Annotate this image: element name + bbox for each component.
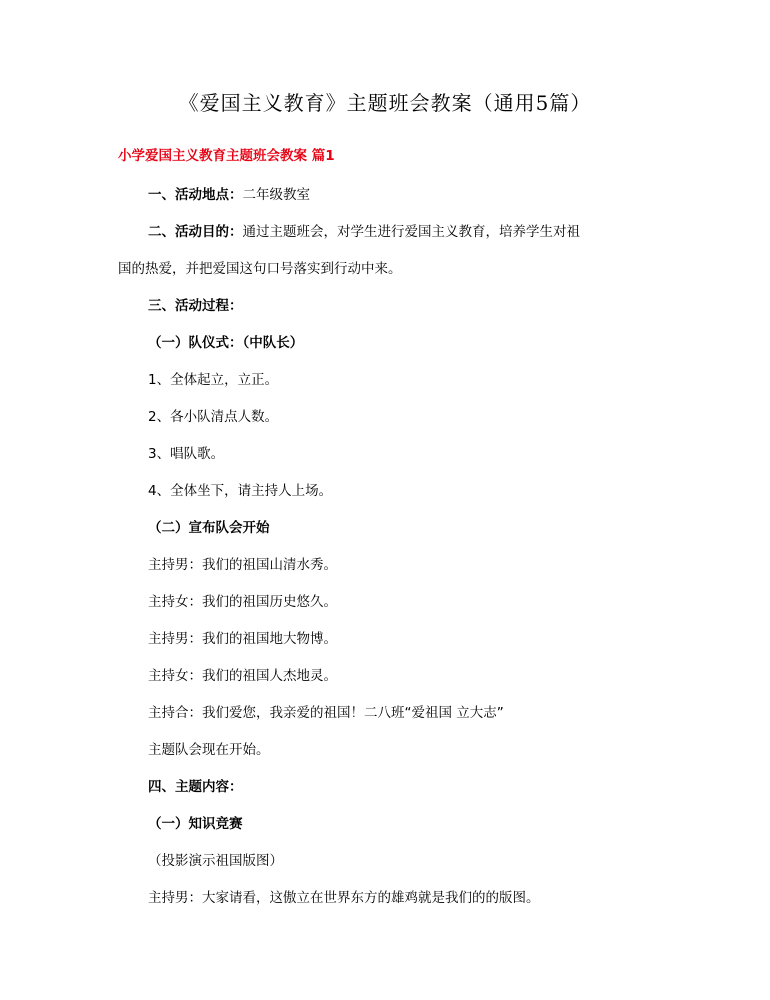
dialogue-line: 主题队会现在开始。	[148, 742, 270, 758]
knowledge-contest-heading: （一）知识竞赛	[148, 816, 243, 832]
list-item: 1、全体起立，立正。	[148, 372, 279, 388]
dialogue-line: 主持女：我们的祖国历史悠久。	[148, 594, 337, 610]
activity-location-label: 一、活动地点：	[148, 187, 243, 203]
activity-purpose-continued: 国的热爱，并把爱国这句口号落实到行动中来。	[118, 261, 402, 277]
activity-purpose-label: 二、活动目的：	[148, 224, 243, 240]
list-item: 2、各小队清点人数。	[148, 409, 279, 425]
document-title: 《爱国主义教育》主题班会教案（通用5篇）	[178, 91, 592, 115]
list-item: 4、全体坐下，请主持人上场。	[148, 483, 333, 499]
team-ceremony-heading: （一）队仪式：（中队长）	[148, 335, 304, 351]
activity-purpose-text: 通过主题班会，对学生进行爱国主义教育，培养学生对祖	[242, 224, 580, 240]
section-heading: 小学爱国主义教育主题班会教案 篇1	[118, 148, 335, 164]
activity-location-text: 二年级教室	[242, 187, 310, 203]
paragraph-activity-purpose	[148, 222, 580, 242]
activity-process-heading: 三、活动过程：	[148, 298, 243, 314]
dialogue-line: 主持男：我们的祖国山清水秀。	[148, 557, 337, 573]
dialogue-line: 主持男：大家请看，这傲立在世界东方的雄鸡就是我们的的版图。	[148, 890, 540, 906]
announce-meeting-heading: （二）宣布队会开始	[148, 520, 270, 536]
dialogue-line: 主持女：我们的祖国人杰地灵。	[148, 668, 337, 684]
theme-content-heading: 四、主题内容：	[148, 779, 243, 795]
dialogue-line: 主持合：我们爱您，我亲爱的祖国！二八班“爱祖国 立大志”	[148, 705, 504, 721]
paragraph-activity-location	[148, 185, 310, 205]
list-item: 3、唱队歌。	[148, 446, 225, 462]
dialogue-line: 主持男：我们的祖国地大物博。	[148, 631, 337, 647]
stage-direction: （投影演示祖国版图）	[148, 853, 283, 869]
